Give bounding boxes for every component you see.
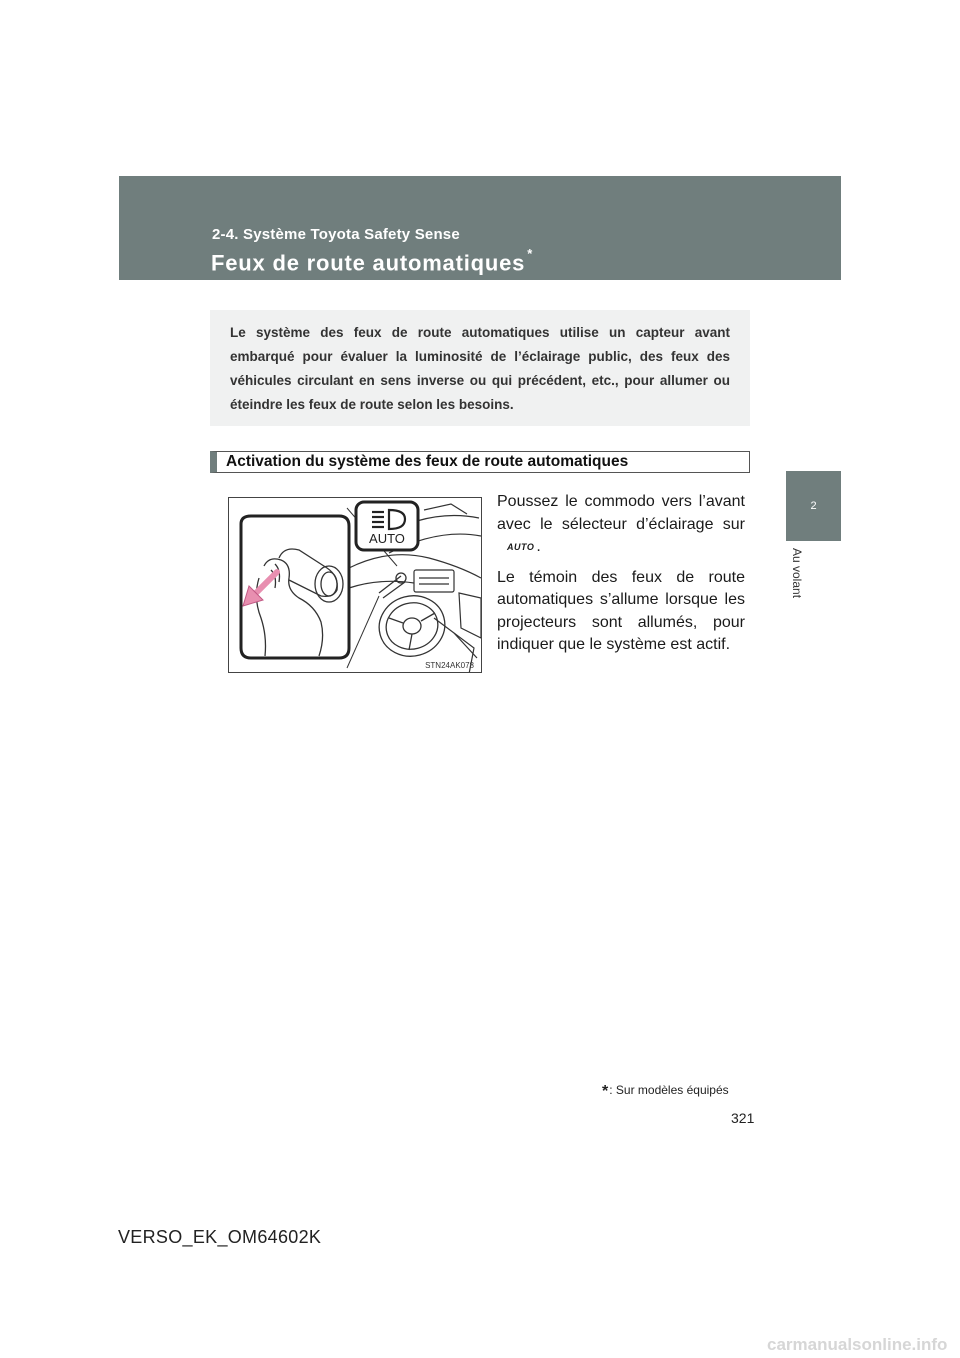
footnote-text: : Sur modèles équipés [609, 1083, 729, 1097]
indicator-label: AUTO [369, 531, 405, 546]
doc-code: VERSO_EK_OM64602K [118, 1227, 322, 1247]
illustration [228, 497, 482, 673]
title-asterisk: * [527, 246, 534, 261]
page-title-text: Feux de route automatiques [211, 250, 526, 276]
illustration-code: STN24AK078 [425, 661, 474, 670]
body-text [497, 491, 745, 665]
chapter-label: Au volant [790, 548, 804, 599]
page-number: 321 [731, 1110, 755, 1126]
subheading [210, 451, 750, 473]
section-label: 2-4. Système Toyota Safety Sense [212, 226, 460, 243]
watermark: carmanualsonline.info [767, 1335, 948, 1354]
body-paragraph-2: Le témoin des feux de route automatiques s’allume lorsque les projecteurs sont allumés, pour indiquer que le système est actif. [497, 568, 745, 653]
intro-box [210, 310, 750, 426]
auto-symbol: AUTO [507, 542, 535, 552]
intro-text: Le système des feux de route automatiques utilise un capteur avant embarqué pour évaluer la luminosité de l’éclairage public, des feux des véhicules circulant en sens inverse ou qui précédent, etc., pour allumer ou éteindre les feux de route selon les besoins. [230, 325, 730, 412]
hand-lever-icon [241, 516, 349, 658]
illustration-svg [229, 498, 482, 673]
steering-wheel-icon [372, 588, 451, 663]
body-paragraph-1: Poussez le commodo vers l’avant avec le sélecteur d’éclairage surAUTO . [497, 491, 745, 559]
chapter-number: 2 [810, 500, 817, 512]
stalk-lever [379, 573, 406, 598]
footnote-asterisk: * [602, 1083, 609, 1100]
headlight-auto-icon [356, 502, 418, 550]
page-title [211, 246, 534, 276]
subheading-text: Activation du système des feux de route automatiques [226, 453, 629, 470]
footnote [602, 1083, 729, 1101]
chapter-tab[interactable] [786, 471, 841, 541]
